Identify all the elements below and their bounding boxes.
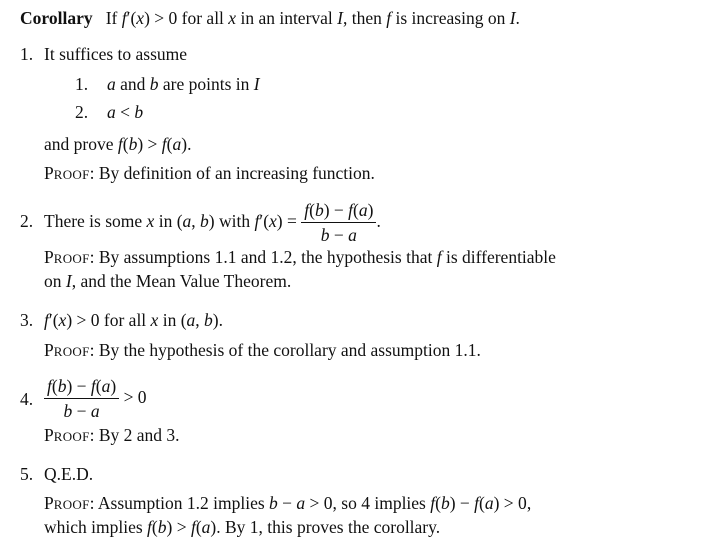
corollary-text-increasing: is increasing on bbox=[395, 8, 506, 28]
step-3-text: f′(x) > 0 for all x in (a, b). bbox=[44, 310, 223, 330]
corollary-text-interval: in an interval bbox=[240, 8, 333, 28]
corollary-text-then: , then bbox=[342, 8, 382, 28]
fraction-mvt: $\frac{f(b) - f(a)}{b - a}$ bbox=[301, 200, 376, 245]
math: f bbox=[121, 8, 127, 28]
step-1-number: 1. bbox=[20, 44, 34, 64]
step-2-number: 2. bbox=[20, 211, 34, 231]
substep-1-1-number: 1. bbox=[75, 74, 89, 94]
corollary-label: Corollary bbox=[20, 8, 93, 28]
step-3-proof: PROOF: By the hypothesis of the corollary and assumption 1.1. bbox=[44, 340, 481, 360]
corollary-statement: Corollary If f′(x) > 0 for all x in an interval I, then f is increasing on I. bbox=[20, 8, 520, 28]
step-4-proof: PROOF: By 2 and 3. bbox=[44, 425, 180, 445]
step-5-number: 5. bbox=[20, 464, 34, 484]
step-5-text: Q.E.D. bbox=[44, 464, 94, 484]
corollary-text-if: If bbox=[105, 8, 118, 28]
step-2-proof-line-1: PROOF: By assumptions 1.1 and 1.2, the hypothesis that f is differentiable bbox=[44, 247, 556, 267]
step-2-proof-line-2: on I, and the Mean Value Theorem. bbox=[44, 271, 292, 291]
step-1-prove: and prove f(b) > f(a). bbox=[44, 134, 192, 154]
step-5-proof-line-1: PROOF: Assumption 1.2 implies b − a > 0, so 4 implies f(b) − f(a) > 0, bbox=[44, 493, 532, 513]
step-5-proof-line-2: which implies f(b) > f(a). By 1, this proves the corollary. bbox=[44, 517, 441, 537]
substep-1-1-text: a and b are points in I bbox=[107, 74, 260, 94]
step-1-proof: PROOF: By definition of an increasing function. bbox=[44, 163, 375, 183]
step-3-number: 3. bbox=[20, 310, 34, 330]
step-1-text: It suffices to assume bbox=[44, 44, 188, 64]
step-2-text: There is some x in (a, b) with f′(x) = $\frac{f(b) - f(a)}{b - a}$ . bbox=[44, 200, 381, 246]
substep-1-2-text: a < b bbox=[107, 102, 144, 122]
step-4-text: $\frac{f(b) - f(a)}{b - a}$ > 0 bbox=[44, 374, 147, 421]
step-4-number: 4. bbox=[20, 389, 34, 409]
fraction-difference-quotient: $\frac{f(b) - f(a)}{b - a}$ bbox=[44, 376, 119, 421]
substep-1-2-number: 2. bbox=[75, 102, 89, 122]
corollary-text-forall: for all bbox=[181, 8, 224, 28]
